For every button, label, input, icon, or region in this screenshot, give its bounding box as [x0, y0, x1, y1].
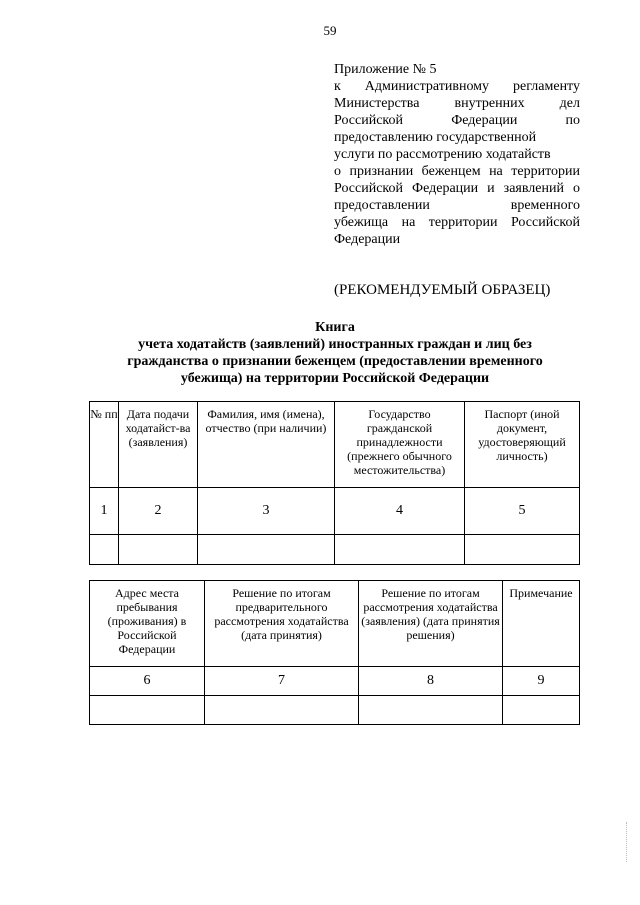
registry-table-part1 [89, 401, 580, 565]
table-header-cell: Решение по итогам рассмотрения ходатайства (заявления) (дата принятия решения) [359, 581, 503, 667]
appendix-block [334, 61, 580, 248]
page-number: 59 [323, 23, 337, 38]
table-cell [119, 535, 198, 565]
table-cell [359, 696, 503, 725]
appendix-line: Российской Федерации по [334, 113, 580, 128]
table-header-cell: Дата подачи ходатайст-ва (заявления) [119, 402, 198, 488]
appendix-line: услуги по рассмотрению ходатайств [334, 147, 551, 162]
title-heading: Книга [315, 320, 355, 335]
table-header-cell: Паспорт (иной документ, удостоверяющий личность) [465, 402, 580, 488]
table-cell [205, 696, 359, 725]
appendix-line: о признании беженцем на территории [334, 164, 580, 179]
column-number: 7 [205, 667, 359, 696]
appendix-line: предоставлении временного [334, 198, 580, 213]
column-number: 8 [359, 667, 503, 696]
column-number: 3 [198, 488, 335, 535]
table-header-row [90, 402, 580, 488]
table-empty-row [90, 696, 580, 725]
table-cell [465, 535, 580, 565]
title-line: убежища) на территории Российской Федерации [180, 371, 490, 386]
title-line: учета ходатайств (заявлений) иностранных граждан и лиц без [138, 337, 532, 352]
appendix-line: предоставлению государственной [334, 130, 537, 145]
table-cell [90, 696, 205, 725]
column-number: 6 [90, 667, 205, 696]
table-header-row [90, 581, 580, 667]
table-number-row [90, 667, 580, 696]
appendix-line: Министерства внутренних дел [334, 96, 580, 111]
column-number: 1 [90, 488, 119, 535]
table-header-cell: Решение по итогам предварительного рассмотрения ходатайства (дата принятия) [205, 581, 359, 667]
appendix-line: Российской Федерации и заявлений о [334, 181, 580, 196]
table-cell [198, 535, 335, 565]
table-empty-row [90, 535, 580, 565]
table-cell [503, 696, 580, 725]
appendix-line: Федерации [334, 232, 401, 247]
table-header-cell: Примечание [503, 581, 580, 667]
appendix-line: Приложение № 5 [334, 62, 437, 77]
table-cell [90, 535, 119, 565]
table-header-cell: Адрес места пребывания (проживания) в Российской Федерации [90, 581, 205, 667]
appendix-line: к Административному регламенту [334, 79, 580, 94]
appendix-line: убежища на территории Российской [334, 215, 580, 230]
table-number-row [90, 488, 580, 535]
column-number: 5 [465, 488, 580, 535]
table-header-cell: Фамилия, имя (имена), отчество (при наличии) [198, 402, 335, 488]
scan-edge-mark [626, 822, 628, 862]
sample-label: (РЕКОМЕНДУЕМЫЙ ОБРАЗЕЦ) [334, 282, 551, 298]
document-title [90, 319, 580, 387]
column-number: 2 [119, 488, 198, 535]
column-number: 4 [335, 488, 465, 535]
table-cell [335, 535, 465, 565]
column-number: 9 [503, 667, 580, 696]
table-header-cell: Государство гражданской принадлежности (прежнего обычного местожительства) [335, 402, 465, 488]
table-header-cell: № пп [90, 402, 119, 488]
registry-table-part2 [89, 580, 580, 725]
title-line: гражданства о признании беженцем (предоставлении временного [127, 354, 543, 369]
